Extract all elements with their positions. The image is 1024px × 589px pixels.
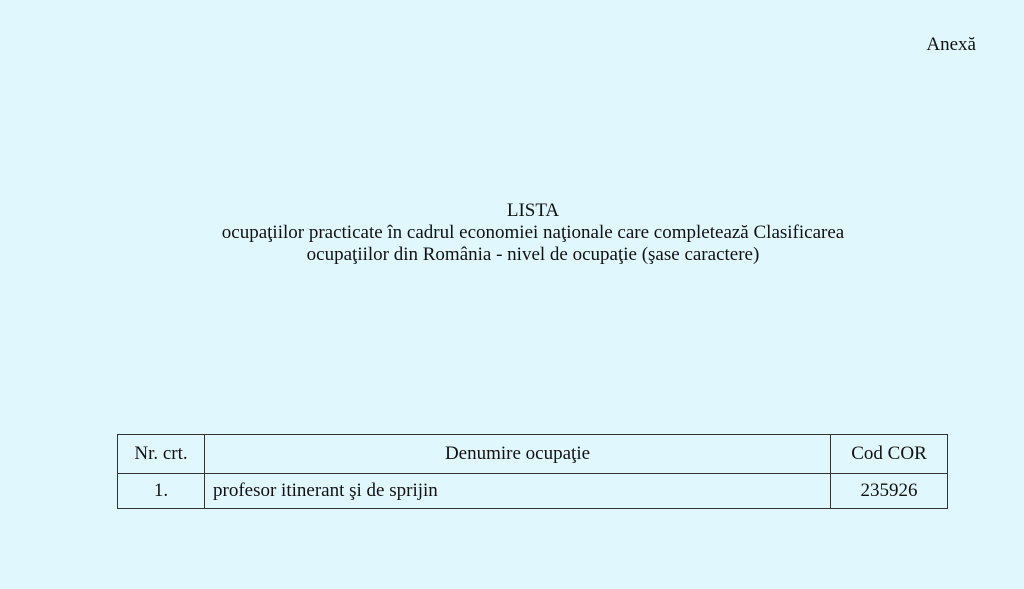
occupations-table xyxy=(117,434,948,509)
heading-line-1: ocupaţiilor practicate în cadrul economiei naţionale care completează Clasificarea xyxy=(221,222,845,243)
column-header-nr: Nr. crt. xyxy=(118,435,205,474)
heading-title: LISTA xyxy=(506,200,560,221)
column-header-cod: Cod COR xyxy=(831,435,948,474)
heading-line-2: ocupaţiilor din România - nivel de ocupaţie (şase caractere) xyxy=(306,244,760,265)
annex-label: Anexă xyxy=(926,34,976,55)
table-header-row xyxy=(118,435,948,474)
table-row xyxy=(118,474,948,509)
cell-cod-cor: 235926 xyxy=(831,474,948,509)
column-header-name: Denumire ocupaţie xyxy=(205,435,831,474)
cell-occupation-name: profesor itinerant şi de sprijin xyxy=(205,474,831,509)
document-heading xyxy=(0,200,1024,266)
cell-nr: 1. xyxy=(118,474,205,509)
